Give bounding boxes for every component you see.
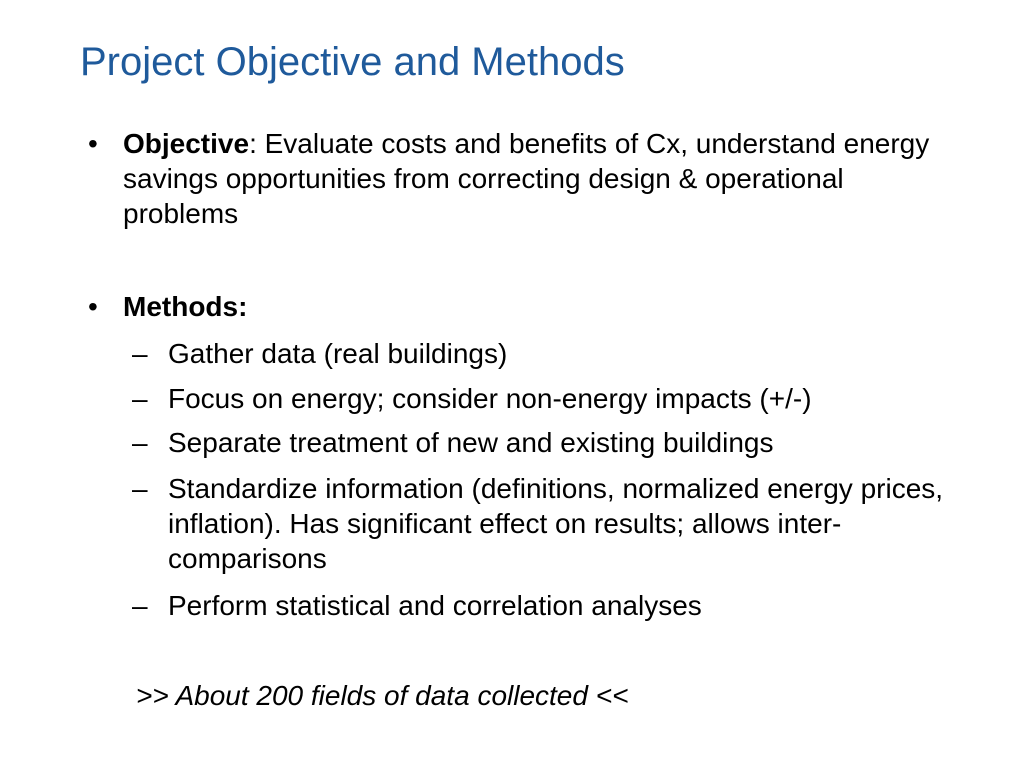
bullet-marker: • [88,128,98,159]
dash-marker: – [132,383,148,414]
methods-label: Methods: [123,291,248,322]
dash-marker: – [132,427,148,458]
method-item-text: Perform statistical and correlation analyses [168,590,702,621]
method-item-text: Separate treatment of new and existing buildings [168,427,774,458]
method-item [132,425,972,460]
method-item [132,588,972,623]
method-item-text: Standardize information (definitions, normalized energy prices, inflation). Has significant effect on results; allows inter-comparisons [168,473,944,574]
bullet-objective-text [123,126,943,231]
bullet-marker: • [88,291,98,322]
dash-marker: – [132,590,148,621]
bullet-methods [88,289,968,324]
method-item-text: Gather data (real buildings) [168,338,508,369]
slide-title: Project Objective and Methods [80,40,625,84]
dash-marker: – [132,338,148,369]
dash-marker: – [132,473,148,504]
footnote: >> About 200 fields of data collected << [136,680,629,711]
method-item-text: Focus on energy; consider non-energy impacts (+/-) [168,383,812,414]
bullet-objective [88,126,968,236]
objective-description: : Evaluate costs and benefits of Cx, understand energy savings opportunities from correcting design & operational problems [123,128,930,229]
objective-label: Objective [123,128,250,159]
method-item [132,381,972,416]
method-item [132,336,972,371]
method-item [132,471,972,581]
